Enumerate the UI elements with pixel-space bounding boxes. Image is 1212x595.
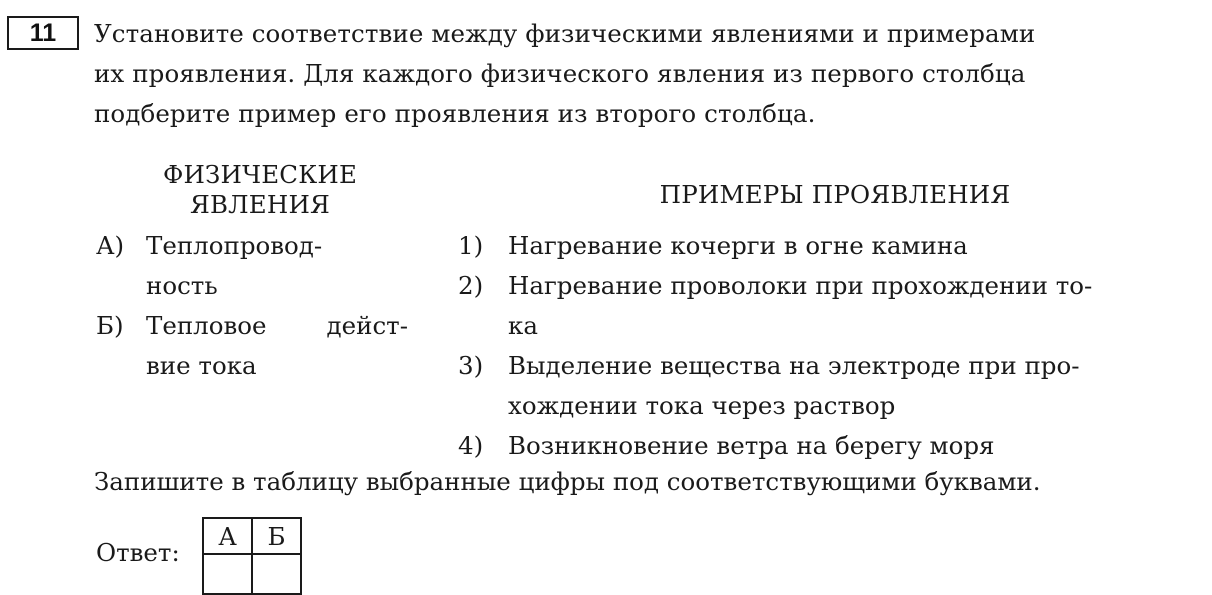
phenomenon-text: ность	[146, 271, 218, 300]
header-line: ФИЗИЧЕСКИЕ	[162, 160, 358, 189]
example-item-4	[458, 426, 1206, 466]
phenomenon-text: вие тока	[146, 351, 257, 380]
answer-table	[202, 517, 302, 595]
example-number: 4)	[458, 431, 484, 460]
example-text: ка	[508, 311, 538, 340]
answer-table-input-row	[203, 554, 301, 594]
example-item-2	[458, 266, 1206, 346]
example-number: 2)	[458, 271, 484, 300]
phenomenon-word: Тепловое	[146, 311, 267, 340]
task-intro	[94, 14, 1206, 134]
answer-header-b: Б	[252, 518, 301, 554]
phenomenon-item-b	[96, 306, 426, 386]
example-item-3	[458, 346, 1206, 426]
example-number: 1)	[458, 231, 484, 260]
answer-label: Ответ:	[96, 538, 180, 567]
answer-header-a: А	[203, 518, 252, 554]
phenomenon-text-line	[146, 306, 408, 346]
task-number-box: 11	[7, 16, 79, 50]
example-item-1	[458, 226, 1206, 266]
examples-list	[458, 226, 1206, 466]
example-number: 3)	[458, 351, 484, 380]
example-text: Нагревание кочерги в огне камина	[508, 231, 968, 260]
example-text: хождении тока через раствор	[508, 391, 896, 420]
intro-line: Установите соответствие между физическими явлениями и примерами	[94, 19, 1036, 48]
example-text: Нагревание проволоки при прохождении то-	[508, 271, 1093, 300]
answer-cell-a[interactable]	[203, 554, 252, 594]
example-text: Возникновение ветра на берегу моря	[508, 431, 995, 460]
example-text: Выделение вещества на электроде при про-	[508, 351, 1080, 380]
examples-column-header: ПРИМЕРЫ ПРОЯВЛЕНИЯ	[659, 180, 1011, 209]
phenomenon-text: Теплопровод-	[146, 231, 323, 260]
answer-table-header-row	[203, 518, 301, 554]
phenomenon-letter: Б)	[96, 311, 124, 340]
answer-cell-b[interactable]	[252, 554, 301, 594]
answer-instruction: Запишите в таблицу выбранные цифры под соответствующими буквами.	[94, 467, 1041, 496]
phenomena-list	[96, 226, 426, 386]
phenomena-column-header	[130, 160, 390, 220]
intro-line: их проявления. Для каждого физического явления из первого столбца	[94, 59, 1026, 88]
intro-line: подберите пример его проявления из второго столбца.	[94, 99, 816, 128]
header-line: ЯВЛЕНИЯ	[189, 190, 331, 219]
phenomenon-item-a	[96, 226, 426, 306]
phenomenon-word: дейст-	[326, 311, 408, 340]
phenomenon-letter: А)	[96, 231, 125, 260]
